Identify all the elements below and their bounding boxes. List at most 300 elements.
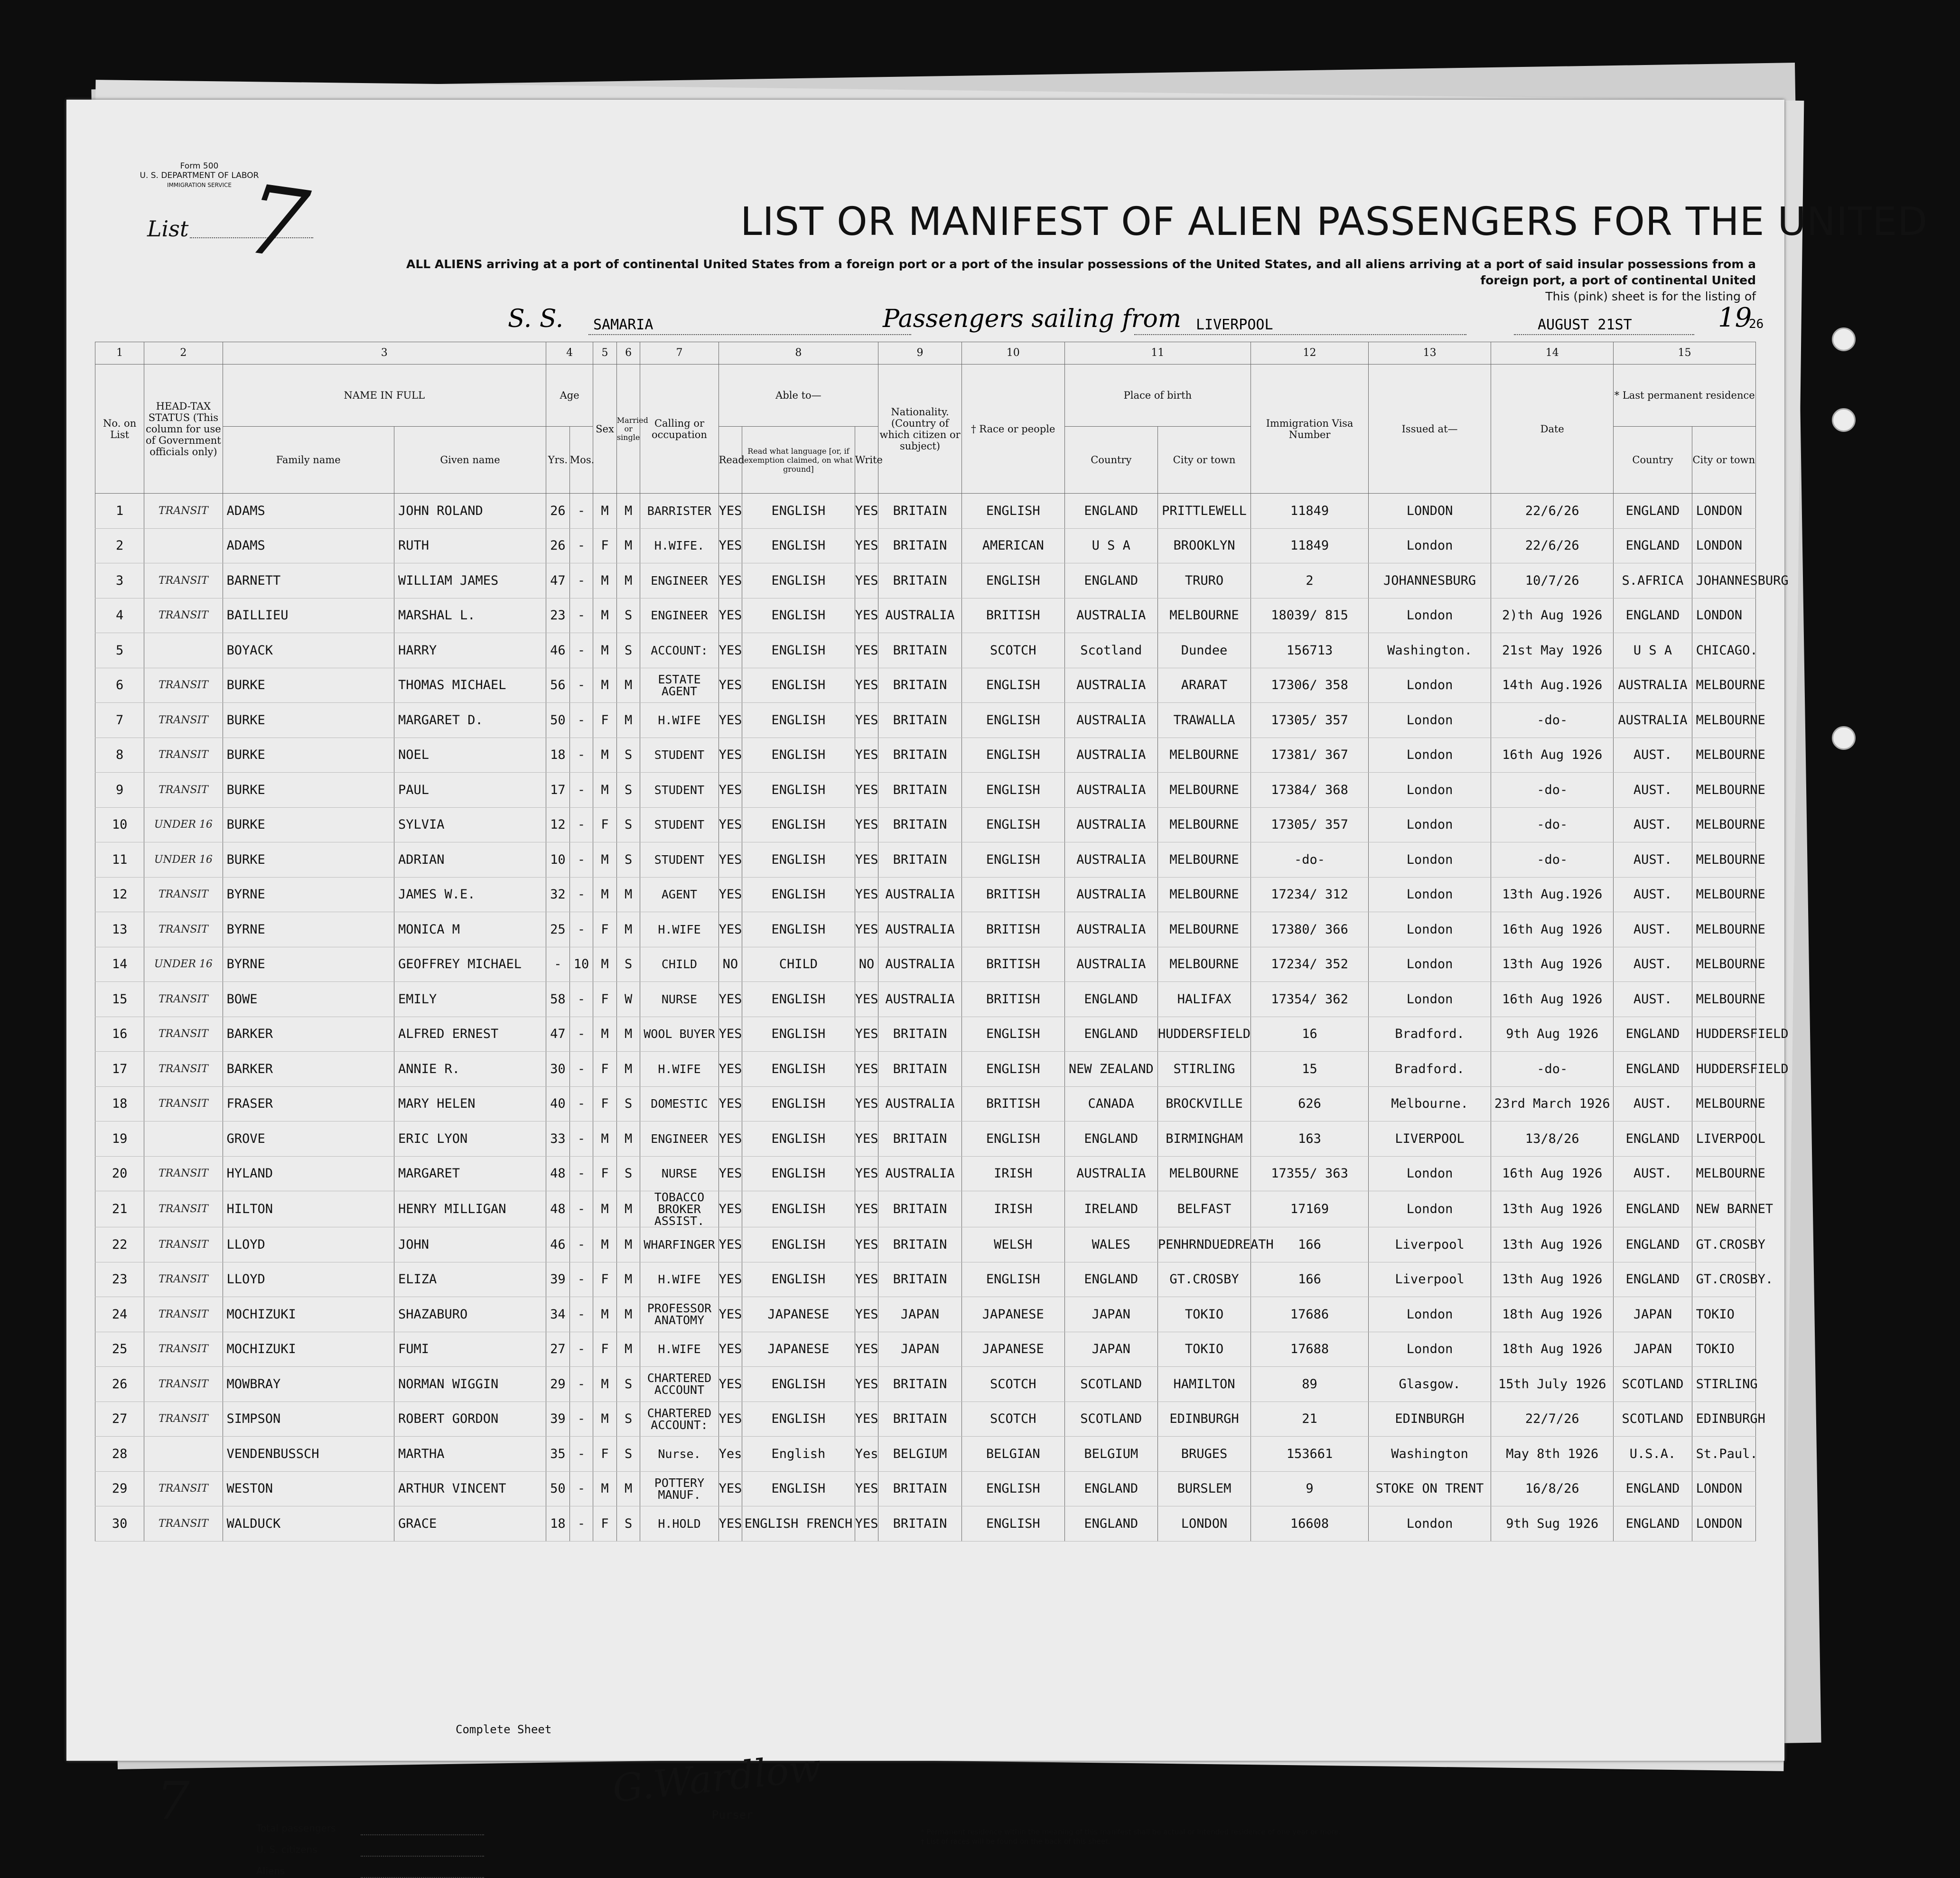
family-name: BURKE [223, 842, 394, 878]
can-write: YES [855, 982, 878, 1017]
residence-country: S.AFRICA [1614, 563, 1692, 598]
race: ENGLISH [961, 1262, 1064, 1297]
race: ENGLISH [961, 494, 1064, 529]
visa-issued-at: London [1368, 807, 1491, 842]
marital-status: S [616, 807, 640, 842]
race: WELSH [961, 1227, 1064, 1262]
punch-ring [1832, 408, 1856, 432]
visa-number: 17355/ 363 [1251, 1156, 1369, 1191]
punch-ring [1832, 726, 1856, 750]
can-read: YES [719, 1191, 742, 1227]
head-tax-status: TRANSIT [144, 703, 223, 738]
col-calling: Calling or occupation [640, 364, 719, 494]
visa-date: -do- [1491, 842, 1614, 878]
table-row [95, 982, 1756, 1017]
passenger-number: 22 [95, 1227, 144, 1262]
sex: M [593, 1471, 617, 1506]
visa-issued-at: London [1368, 703, 1491, 738]
list-number: 7 [239, 164, 315, 282]
residence-city: MELBOURNE [1692, 668, 1755, 703]
visa-date: 9th Sug 1926 [1491, 1506, 1614, 1542]
visa-date: 18th Aug 1926 [1491, 1297, 1614, 1332]
family-name: WESTON [223, 1471, 394, 1506]
date-underline [1514, 334, 1694, 335]
sex: M [593, 947, 617, 982]
occupation: H.WIFE. [640, 528, 719, 563]
residence-country: JAPAN [1614, 1297, 1692, 1332]
head-tax-status: TRANSIT [144, 1227, 223, 1262]
given-name: RUTH [394, 528, 546, 563]
residence-country: ENGLAND [1614, 1506, 1692, 1542]
col-yrs: Yrs. [546, 427, 570, 494]
can-write: YES [855, 807, 878, 842]
passenger-rows [95, 494, 1789, 1542]
sex: M [593, 1121, 617, 1157]
visa-number: 17381/ 367 [1251, 738, 1369, 773]
table-row [95, 807, 1756, 842]
nationality: AUSTRALIA [878, 877, 962, 912]
family-name: BARKER [223, 1052, 394, 1087]
marital-status: M [616, 563, 640, 598]
col-number: 12 [1251, 342, 1369, 364]
birth-country: AUSTRALIA [1064, 738, 1157, 773]
col-married: Married or single [616, 364, 640, 494]
visa-issued-at: London [1368, 1297, 1491, 1332]
read-language: ENGLISH [742, 1262, 855, 1297]
col-number: 9 [878, 342, 962, 364]
occupation: WOOL BUYER [640, 1017, 719, 1052]
residence-country: ENGLAND [1614, 598, 1692, 633]
head-tax-status: TRANSIT [144, 668, 223, 703]
birth-city: PRITTLEWELL [1157, 494, 1251, 529]
can-write: Yes [855, 1437, 878, 1472]
can-read: YES [719, 494, 742, 529]
birth-country: ENGLAND [1064, 563, 1157, 598]
age-years: 27 [546, 1332, 570, 1367]
head-tax-status: TRANSIT [144, 1156, 223, 1191]
occupation: H.WIFE [640, 703, 719, 738]
birth-country: ENGLAND [1064, 1471, 1157, 1506]
occupation: H.WIFE [640, 1262, 719, 1297]
visa-date: -do- [1491, 807, 1614, 842]
head-tax-status: UNDER 16 [144, 947, 223, 982]
punch-hole [1822, 1253, 1838, 1268]
marital-status: S [616, 738, 640, 773]
birth-city: GT.CROSBY [1157, 1262, 1251, 1297]
birth-city: LONDON [1157, 1506, 1251, 1542]
passenger-number: 10 [95, 807, 144, 842]
sex: M [593, 668, 617, 703]
table-row [95, 947, 1756, 982]
can-read: YES [719, 633, 742, 668]
head-tax-status [144, 528, 223, 563]
family-name: BURKE [223, 807, 394, 842]
sex: M [593, 1017, 617, 1052]
visa-number: 17234/ 312 [1251, 877, 1369, 912]
residence-city: MELBOURNE [1692, 703, 1755, 738]
age-months: - [569, 563, 593, 598]
given-name: ARTHUR VINCENT [394, 1471, 546, 1506]
visa-issued-at: LIVERPOOL [1368, 1121, 1491, 1157]
ship-underline [588, 334, 911, 335]
passenger-number: 7 [95, 703, 144, 738]
birth-country: AUSTRALIA [1064, 703, 1157, 738]
marital-status: M [616, 1121, 640, 1157]
read-language: ENGLISH [742, 1121, 855, 1157]
occupation: CHARTERED ACCOUNT [640, 1367, 719, 1402]
nationality: BRITAIN [878, 563, 962, 598]
nationality: BRITAIN [878, 633, 962, 668]
col-res-country: Country [1614, 427, 1692, 494]
race: JAPANESE [961, 1297, 1064, 1332]
col-place-of-birth: Place of birth [1064, 364, 1251, 427]
subtitle [399, 256, 1756, 305]
given-name: NOEL [394, 738, 546, 773]
read-language: ENGLISH [742, 563, 855, 598]
read-language: ENGLISH [742, 598, 855, 633]
visa-issued-at: London [1368, 877, 1491, 912]
can-read: YES [719, 1297, 742, 1332]
sex: M [593, 494, 617, 529]
col-number: 14 [1491, 342, 1614, 364]
residence-country: ENGLAND [1614, 1471, 1692, 1506]
birth-city: TRURO [1157, 563, 1251, 598]
birth-country: AUSTRALIA [1064, 1156, 1157, 1191]
birth-city: TOKIO [1157, 1332, 1251, 1367]
head-tax-status: TRANSIT [144, 598, 223, 633]
residence-country: U.S.A. [1614, 1437, 1692, 1472]
birth-country: SCOTLAND [1064, 1367, 1157, 1402]
read-language: ENGLISH [742, 633, 855, 668]
can-read: YES [719, 1156, 742, 1191]
read-language: ENGLISH [742, 842, 855, 878]
age-years: 32 [546, 877, 570, 912]
residence-country: ENGLAND [1614, 1017, 1692, 1052]
given-name: FUMI [394, 1332, 546, 1367]
visa-number: 89 [1251, 1367, 1369, 1402]
read-language: ENGLISH [742, 528, 855, 563]
col-visa: Immigration Visa Number [1251, 364, 1369, 494]
head-tax-status: UNDER 16 [144, 807, 223, 842]
given-name: MARSHAL L. [394, 598, 546, 633]
residence-city: MELBOURNE [1692, 877, 1755, 912]
subtitle-line1: ALL ALIENS arriving at a port of continental United States from a foreign port or a port of the insular possessions of the United States, and all aliens arriving at a port of said insular possessions from a foreign port, a port of continental United [406, 257, 1756, 287]
can-write: YES [855, 668, 878, 703]
nationality: BRITAIN [878, 842, 962, 878]
can-write: YES [855, 1297, 878, 1332]
read-language: ENGLISH [742, 1017, 855, 1052]
residence-city: St.Paul. [1692, 1437, 1755, 1472]
visa-number: 163 [1251, 1121, 1369, 1157]
residence-country: ENGLAND [1614, 1121, 1692, 1157]
race: JAPANESE [961, 1332, 1064, 1367]
visa-issued-at: STOKE ON TRENT [1368, 1471, 1491, 1506]
residence-country: AUSTRALIA [1614, 703, 1692, 738]
table-row [95, 1437, 1756, 1472]
col-read-language: Read what language [or, if exemption claimed, on what ground] [742, 427, 855, 494]
age-months: - [569, 1156, 593, 1191]
passenger-number: 1 [95, 494, 144, 529]
residence-city: MELBOURNE [1692, 738, 1755, 773]
birth-country: AUSTRALIA [1064, 668, 1157, 703]
birth-city: STIRLING [1157, 1052, 1251, 1087]
nationality: AUSTRALIA [878, 1086, 962, 1121]
given-name: ROBERT GORDON [394, 1401, 546, 1437]
punch-hole [1822, 1353, 1838, 1368]
table-row [95, 633, 1756, 668]
race: BRITISH [961, 947, 1064, 982]
head-tax-status: TRANSIT [144, 1086, 223, 1121]
residence-city: LONDON [1692, 528, 1755, 563]
can-read: YES [719, 1367, 742, 1402]
marital-status: S [616, 598, 640, 633]
can-write: YES [855, 842, 878, 878]
nationality: BRITAIN [878, 1017, 962, 1052]
residence-city: STIRLING [1692, 1367, 1755, 1402]
visa-date: 21st May 1926 [1491, 633, 1614, 668]
can-write: YES [855, 528, 878, 563]
age-months: - [569, 1052, 593, 1087]
nationality: AUSTRALIA [878, 912, 962, 947]
family-name: BYRNE [223, 877, 394, 912]
manifest-table [95, 342, 1789, 1542]
residence-country: ENGLAND [1614, 1262, 1692, 1297]
visa-date: 22/6/26 [1491, 494, 1614, 529]
marital-status: S [616, 1506, 640, 1542]
birth-country: ENGLAND [1064, 494, 1157, 529]
col-number: 8 [719, 342, 878, 364]
visa-number: 17305/ 357 [1251, 703, 1369, 738]
can-read: YES [719, 912, 742, 947]
head-tax-status: TRANSIT [144, 912, 223, 947]
residence-country: AUST. [1614, 1156, 1692, 1191]
sex: M [593, 1297, 617, 1332]
passenger-number: 26 [95, 1367, 144, 1402]
can-read: YES [719, 1052, 742, 1087]
given-name: GEOFFREY MICHAEL [394, 947, 546, 982]
ss-label: S. S. [508, 305, 564, 333]
passenger-number: 11 [95, 842, 144, 878]
col-race: † Race or people [961, 364, 1064, 494]
nationality: JAPAN [878, 1297, 962, 1332]
birth-city: MELBOURNE [1157, 947, 1251, 982]
age-years: 50 [546, 703, 570, 738]
citizens-line [361, 1856, 484, 1857]
birth-country: AUSTRALIA [1064, 807, 1157, 842]
nationality: BRITAIN [878, 1506, 962, 1542]
residence-country: ENGLAND [1614, 494, 1692, 529]
can-write: YES [855, 1191, 878, 1227]
occupation: TOBACCO BROKER ASSIST. [640, 1191, 719, 1227]
visa-issued-at: Glasgow. [1368, 1367, 1491, 1402]
visa-issued-at: Melbourne. [1368, 1086, 1491, 1121]
race: SCOTCH [961, 1401, 1064, 1437]
passenger-number: 23 [95, 1262, 144, 1297]
marital-status: W [616, 982, 640, 1017]
family-name: ADAMS [223, 528, 394, 563]
passenger-number: 27 [95, 1401, 144, 1437]
sex: F [593, 1156, 617, 1191]
occupation: ENGINEER [640, 598, 719, 633]
age-months: - [569, 877, 593, 912]
family-name: BAILLIEU [223, 598, 394, 633]
can-read: YES [719, 1262, 742, 1297]
visa-number: 17354/ 362 [1251, 982, 1369, 1017]
age-years: - [546, 947, 570, 982]
age-months: - [569, 1297, 593, 1332]
total-line [361, 1834, 484, 1835]
marital-status: S [616, 773, 640, 808]
age-months: - [569, 1506, 593, 1542]
visa-number: 9 [1251, 1471, 1369, 1506]
race: IRISH [961, 1156, 1064, 1191]
nationality: AUSTRALIA [878, 1156, 962, 1191]
visa-issued-at: London [1368, 982, 1491, 1017]
residence-country: ENGLAND [1614, 1191, 1692, 1227]
residence-city: MELBOURNE [1692, 773, 1755, 808]
voyage-line [66, 299, 1784, 342]
visa-number: 626 [1251, 1086, 1369, 1121]
visa-number: 17686 [1251, 1297, 1369, 1332]
age-months: - [569, 738, 593, 773]
occupation: ENGINEER [640, 563, 719, 598]
head-tax-status: TRANSIT [144, 1262, 223, 1297]
can-read: YES [719, 1471, 742, 1506]
birth-country: IRELAND [1064, 1191, 1157, 1227]
marital-status: M [616, 494, 640, 529]
marital-status: S [616, 633, 640, 668]
family-name: MOWBRAY [223, 1367, 394, 1402]
passenger-number: 15 [95, 982, 144, 1017]
age-months: - [569, 1471, 593, 1506]
residence-city: LIVERPOOL [1692, 1121, 1755, 1157]
head-tax-status: TRANSIT [144, 1367, 223, 1402]
race: ENGLISH [961, 1471, 1064, 1506]
visa-number: 21 [1251, 1401, 1369, 1437]
age-years: 18 [546, 1506, 570, 1542]
passenger-number: 14 [95, 947, 144, 982]
passenger-number: 24 [95, 1297, 144, 1332]
nationality: BRITAIN [878, 1401, 962, 1437]
birth-country: SCOTLAND [1064, 1401, 1157, 1437]
year-suffix: 26 [1749, 317, 1764, 331]
race: BRITISH [961, 1086, 1064, 1121]
passenger-number: 21 [95, 1191, 144, 1227]
birth-city: MELBOURNE [1157, 807, 1251, 842]
residence-country: JAPAN [1614, 1332, 1692, 1367]
footnotes [921, 1827, 1341, 1846]
age-years: 26 [546, 494, 570, 529]
race: ENGLISH [961, 773, 1064, 808]
can-write: YES [855, 1332, 878, 1367]
visa-date: 22/7/26 [1491, 1401, 1614, 1437]
col-birth-country: Country [1064, 427, 1157, 494]
table-row [95, 1506, 1756, 1542]
given-name: JOHN [394, 1227, 546, 1262]
birth-city: HAMILTON [1157, 1367, 1251, 1402]
residence-country: AUST. [1614, 773, 1692, 808]
nationality: BRITAIN [878, 1052, 962, 1087]
passenger-number: 8 [95, 738, 144, 773]
birth-country: ENGLAND [1064, 1506, 1157, 1542]
birth-city: MELBOURNE [1157, 773, 1251, 808]
visa-issued-at: London [1368, 738, 1491, 773]
table-row [95, 563, 1756, 598]
visa-date: 13th Aug 1926 [1491, 1191, 1614, 1227]
marital-status: S [616, 947, 640, 982]
marital-status: M [616, 1297, 640, 1332]
col-read: Read [719, 427, 742, 494]
age-years: 17 [546, 773, 570, 808]
read-language: ENGLISH [742, 1156, 855, 1191]
read-language: ENGLISH [742, 807, 855, 842]
family-name: SIMPSON [223, 1401, 394, 1437]
passenger-number: 12 [95, 877, 144, 912]
visa-issued-at: London [1368, 773, 1491, 808]
nationality: BRITAIN [878, 668, 962, 703]
passenger-number: 30 [95, 1506, 144, 1542]
visa-date: 13th Aug 1926 [1491, 1262, 1614, 1297]
form-number: Form 500 [180, 161, 219, 171]
age-months: - [569, 807, 593, 842]
sex: M [593, 1191, 617, 1227]
port-of-departure: LIVERPOOL [1196, 317, 1273, 333]
sailing-label: Passengers sailing from [883, 305, 1182, 333]
occupation: H.WIFE [640, 1052, 719, 1087]
age-months: - [569, 1367, 593, 1402]
table-row [95, 528, 1756, 563]
sex: F [593, 528, 617, 563]
birth-city: BELFAST [1157, 1191, 1251, 1227]
can-write: NO [855, 947, 878, 982]
sex: F [593, 703, 617, 738]
col-age: Age [546, 364, 593, 427]
age-years: 48 [546, 1156, 570, 1191]
passenger-number: 9 [95, 773, 144, 808]
marital-status: S [616, 1437, 640, 1472]
residence-city: TOKIO [1692, 1297, 1755, 1332]
visa-date: 22/6/26 [1491, 528, 1614, 563]
family-name: BURKE [223, 668, 394, 703]
birth-city: MELBOURNE [1157, 912, 1251, 947]
age-years: 46 [546, 1227, 570, 1262]
family-name: BYRNE [223, 947, 394, 982]
given-name: ADRIAN [394, 842, 546, 878]
occupation: H.WIFE [640, 1332, 719, 1367]
can-read: YES [719, 982, 742, 1017]
table-row [95, 738, 1756, 773]
age-years: 56 [546, 668, 570, 703]
family-name: MOCHIZUKI [223, 1332, 394, 1367]
residence-country: SCOTLAND [1614, 1401, 1692, 1437]
family-name: BOYACK [223, 633, 394, 668]
port-underline [1134, 334, 1466, 335]
nationality: BRITAIN [878, 528, 962, 563]
occupation: H.WIFE [640, 912, 719, 947]
visa-issued-at: London [1368, 528, 1491, 563]
age-months: 10 [569, 947, 593, 982]
visa-issued-at: London [1368, 842, 1491, 878]
footnote-residence: * Permanent residence within the meaning of this manifest shall be actual or intended residence of one year or more. [921, 1828, 1341, 1836]
visa-issued-at: London [1368, 1156, 1491, 1191]
footnote-races: † List of races will be found on the back of this sheet. [921, 1837, 1111, 1846]
occupation: CHILD [640, 947, 719, 982]
can-write: YES [855, 877, 878, 912]
birth-city: MELBOURNE [1157, 598, 1251, 633]
occupation: ACCOUNT: [640, 633, 719, 668]
given-name: MONICA M [394, 912, 546, 947]
family-name: LLOYD [223, 1227, 394, 1262]
